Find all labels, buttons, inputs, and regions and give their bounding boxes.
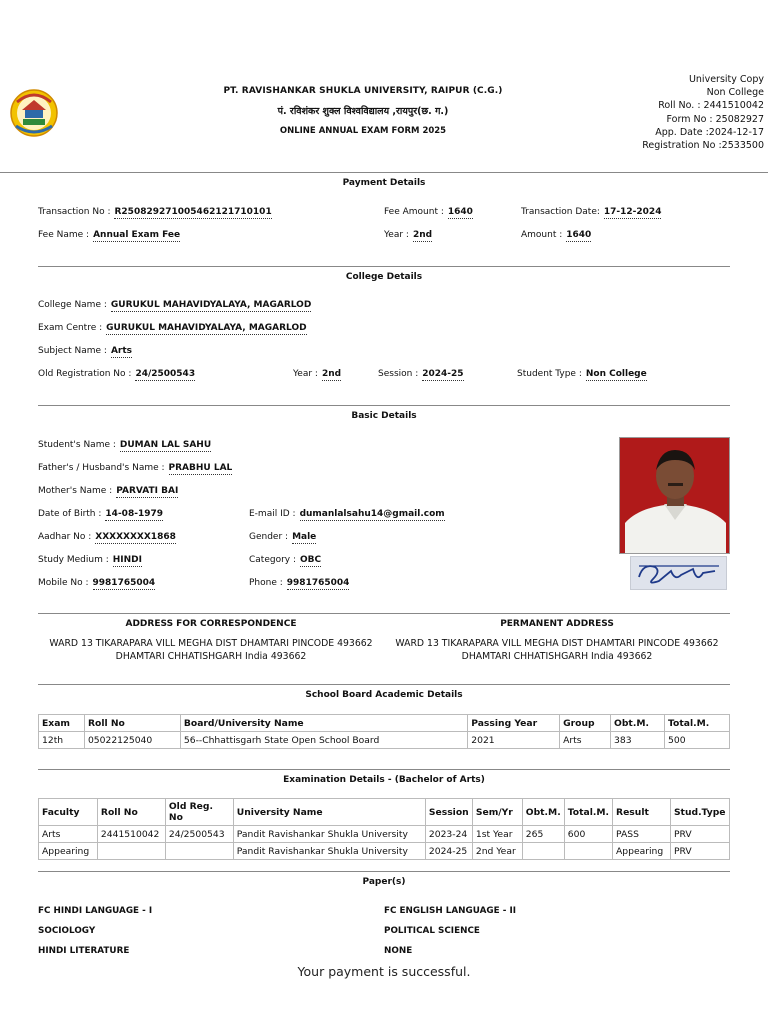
college-type: Non College [706,87,764,99]
table-header-row [39,715,730,732]
paper-item: FC HINDI LANGUAGE - I [38,906,153,916]
college-name-value: GURUKUL MAHAVIDYALAYA, MAGARLOD [110,300,312,310]
phone-value: 9981765004 [286,578,350,588]
table-cell: 12th [39,732,85,749]
university-logo [8,86,60,138]
table-cell [564,843,612,860]
permanent-line-2: DHAMTARI CHHATISHGARH India 493662 [461,651,653,662]
university-name-en: PT. RAVISHANKAR SHUKLA UNIVERSITY, RAIPUR (C.G.) [223,86,503,96]
aadhar-field [38,532,176,542]
paper-item: NONE [384,946,413,956]
table-cell: 600 [564,826,612,843]
table-row [39,826,730,843]
gender-field [249,532,316,542]
aadhar-value: XXXXXXXX1868 [95,532,176,542]
medium-label: Study Medium : [38,555,109,565]
copy-type: University Copy [688,74,764,85]
papers-title: Paper(s) [362,877,406,887]
mother-name-field [38,486,178,496]
divider [38,769,730,770]
table-cell: 05022125040 [84,732,180,749]
table-cell: 2441510042 [97,826,165,843]
correspondence-address [38,637,384,663]
table-cell: 265 [522,826,564,843]
permanent-line-1: WARD 13 TIKARAPARA VILL MEGHA DIST DHAMTARI PINCODE 493662 [395,638,719,649]
table-cell [165,843,233,860]
paper-item: HINDI LITERATURE [38,946,130,956]
session-field [378,369,464,379]
dob-label: Date of Birth : [38,509,102,519]
registration-no: Registration No :2533500 [642,140,764,152]
dob-field [38,509,163,519]
email-value: dumanlalsahu14@gmail.com [299,509,445,519]
category-value: OBC [300,555,322,565]
student-type-field [517,369,647,379]
fee-amount-field [384,207,473,217]
table-cell: 383 [611,732,665,749]
old-reg-label: Old Registration No : [38,369,132,379]
table-header: Total.M. [564,799,612,826]
medium-field [38,555,142,565]
exam-details-title: Examination Details - (Bachelor of Arts) [283,775,485,785]
divider [38,405,730,406]
student-signature [630,556,727,590]
transaction-date-label: Transaction Date: [521,207,600,217]
exam-centre-label: Exam Centre : [38,323,103,333]
transaction-date-value: 17-12-2024 [603,207,662,217]
paper-item: FC ENGLISH LANGUAGE - II [384,906,516,916]
college-name-field [38,300,311,310]
divider [38,613,730,614]
student-photo [619,437,730,554]
basic-title: Basic Details [351,411,417,421]
table-cell: 24/2500543 [165,826,233,843]
email-field [249,509,445,519]
student-type-label: Student Type : [517,369,582,379]
divider [38,871,730,872]
table-cell: Appearing [613,843,671,860]
table-header: Roll No [97,799,165,826]
fee-name-field [38,230,180,240]
student-name-label: Student's Name : [38,440,116,450]
dob-value: 14-08-1979 [105,509,163,519]
table-cell [97,843,165,860]
table-cell: 2nd Year [472,843,522,860]
table-header: Old Reg. No [165,799,233,826]
phone-field [249,578,349,588]
table-cell: Appearing [39,843,98,860]
table-header: Roll No [84,715,180,732]
table-cell: Pandit Ravishankar Shukla University [233,843,425,860]
category-field [249,555,321,565]
paper-item: POLITICAL SCIENCE [384,926,480,936]
form-no: Form No : 25082927 [666,113,764,125]
transaction-no-label: Transaction No : [38,207,111,217]
table-cell: 500 [665,732,730,749]
student-name-value: DUMAN LAL SAHU [119,440,212,450]
college-year-label: Year : [293,369,318,379]
college-title: College Details [345,272,423,282]
school-board-title: School Board Academic Details [305,690,463,700]
table-row [39,843,730,860]
college-year-field [293,369,341,379]
phone-label: Phone : [249,578,283,588]
session-value: 2024-25 [422,369,464,379]
table-header: Faculty [39,799,98,826]
aadhar-label: Aadhar No : [38,532,92,542]
divider [38,266,730,267]
signature-icon [631,557,728,591]
table-cell: 56--Chhattisgarh State Open School Board [180,732,467,749]
payment-title: Payment Details [342,178,426,188]
table-cell: PRV [670,843,729,860]
table-cell: 1st Year [472,826,522,843]
table-cell: 2023-24 [425,826,472,843]
mother-name-label: Mother's Name : [38,486,113,496]
roll-no: Roll No. : 2441510042 [658,100,764,112]
table-cell: PRV [670,826,729,843]
table-header: Total.M. [665,715,730,732]
table-header: Result [613,799,671,826]
exam-centre-value: GURUKUL MAHAVIDYALAYA, MAGARLOD [106,323,307,333]
permanent-address-title: PERMANENT ADDRESS [500,619,614,629]
table-cell: Arts [560,732,611,749]
header-right [642,73,764,152]
table-header: Obt.M. [522,799,564,826]
subject-name-label: Subject Name : [38,346,107,356]
session-label: Session : [378,369,419,379]
amount-field [521,230,591,240]
gender-value: Male [292,532,317,542]
student-type-value: Non College [585,369,647,379]
divider [0,172,768,173]
mobile-field [38,578,155,588]
transaction-no-value: R250829271005462121710101 [114,207,272,217]
fee-name-label: Fee Name : [38,230,90,240]
payment-year-field [384,230,432,240]
email-label: E-mail ID : [249,509,296,519]
table-header: University Name [233,799,425,826]
amount-value: 1640 [566,230,592,240]
payment-year-label: Year : [384,230,409,240]
paper-item: SOCIOLOGY [38,926,96,936]
person-silhouette-icon [620,438,730,554]
table-cell: PASS [613,826,671,843]
old-reg-value: 24/2500543 [135,369,196,379]
correspondence-address-title: ADDRESS FOR CORRESPONDENCE [125,619,297,629]
permanent-address [384,637,730,663]
gender-label: Gender : [249,532,289,542]
table-header: Board/University Name [180,715,467,732]
table-header: Passing Year [468,715,560,732]
mobile-value: 9981765004 [92,578,156,588]
correspondence-line-1: WARD 13 TIKARAPARA VILL MEGHA DIST DHAMTARI PINCODE 493662 [49,638,373,649]
transaction-date-field [521,207,661,217]
correspondence-line-2: DHAMTARI CHHATISHGARH India 493662 [115,651,307,662]
payment-year-value: 2nd [412,230,433,240]
table-header: Exam [39,715,85,732]
medium-value: HINDI [112,555,142,565]
table-cell: Arts [39,826,98,843]
mother-name-value: PARVATI BAI [116,486,179,496]
old-reg-field [38,369,195,379]
university-name-hi: पं. रविशंकर शुक्ल विश्वविद्यालय ,रायपुर(छ. ग.) [277,106,449,117]
table-header: Obt.M. [611,715,665,732]
fee-amount-value: 1640 [447,207,473,217]
payment-success-message: Your payment is successful. [297,964,471,979]
student-name-field [38,440,211,450]
exam-details-table [38,798,730,860]
table-row [39,732,730,749]
college-year-value: 2nd [321,369,342,379]
exam-centre-field [38,323,307,333]
transaction-no-field [38,207,272,217]
table-cell [522,843,564,860]
fee-amount-label: Fee Amount : [384,207,444,217]
table-header: Sem/Yr [472,799,522,826]
table-header: Session [425,799,472,826]
father-name-field [38,463,232,473]
table-header: Group [560,715,611,732]
fee-name-value: Annual Exam Fee [93,230,181,240]
table-header-row [39,799,730,826]
amount-label: Amount : [521,230,563,240]
header-center [200,86,526,136]
father-name-label: Father's / Husband's Name : [38,463,165,473]
app-date: App. Date :2024-12-17 [655,126,764,138]
school-board-table [38,714,730,749]
form-title: ONLINE ANNUAL EXAM FORM 2025 [279,126,447,136]
subject-name-value: Arts [110,346,133,356]
subject-name-field [38,346,132,356]
category-label: Category : [249,555,297,565]
table-cell: Pandit Ravishankar Shukla University [233,826,425,843]
college-name-label: College Name : [38,300,107,310]
table-header: Stud.Type [670,799,729,826]
table-cell: 2021 [468,732,560,749]
mobile-label: Mobile No : [38,578,89,588]
divider [38,684,730,685]
father-name-value: PRABHU LAL [168,463,233,473]
table-cell: 2024-25 [425,843,472,860]
